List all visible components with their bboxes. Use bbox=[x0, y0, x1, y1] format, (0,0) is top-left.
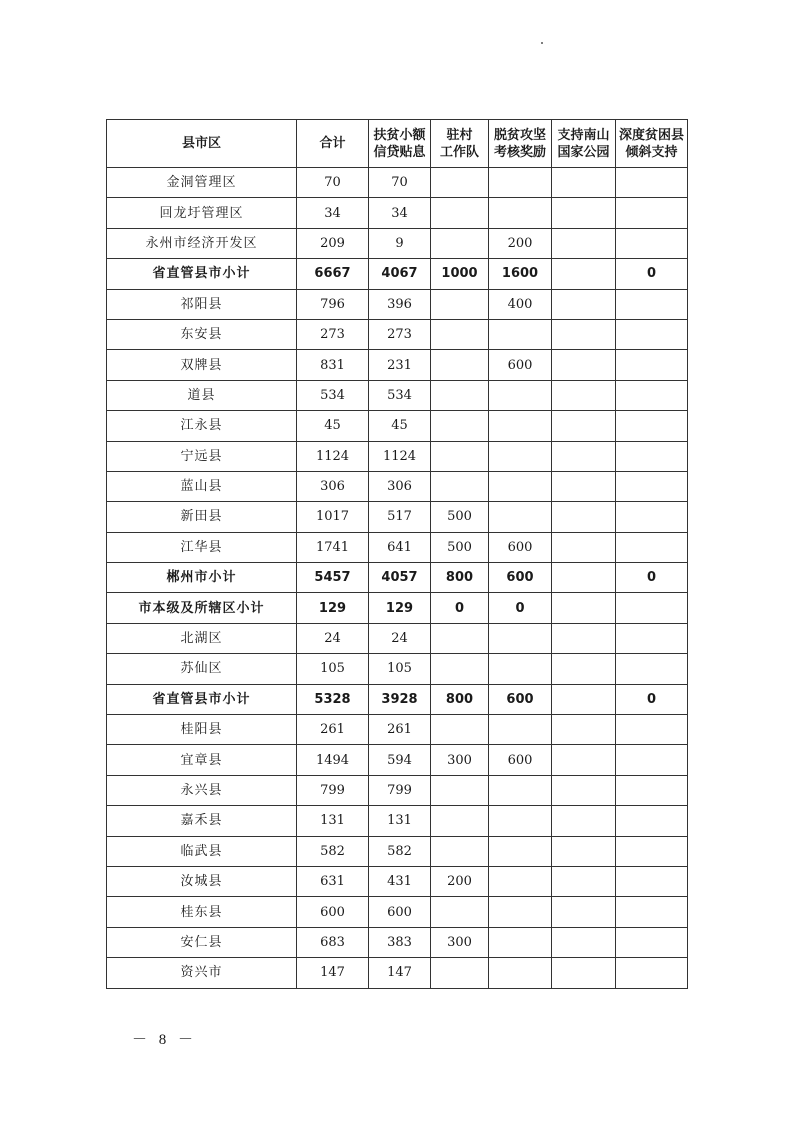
cell-nanshan-park bbox=[552, 775, 616, 805]
cell-loan-subsidy: 517 bbox=[369, 502, 431, 532]
cell-loan-subsidy: 594 bbox=[369, 745, 431, 775]
cell-nanshan-park bbox=[552, 927, 616, 957]
funding-table bbox=[106, 119, 688, 989]
cell-village-team: 800 bbox=[431, 684, 489, 714]
header-loan-subsidy-line1: 扶贫小额 bbox=[373, 127, 426, 143]
cell-region: 汝城县 bbox=[107, 866, 297, 896]
cell-assessment-award bbox=[489, 441, 552, 471]
cell-nanshan-park bbox=[552, 350, 616, 380]
cell-total: 1494 bbox=[297, 745, 369, 775]
cell-deep-poverty bbox=[616, 623, 688, 653]
cell-deep-poverty bbox=[616, 168, 688, 198]
cell-total: 147 bbox=[297, 958, 369, 988]
cell-region: 道县 bbox=[107, 380, 297, 410]
cell-total: 582 bbox=[297, 836, 369, 866]
cell-loan-subsidy: 273 bbox=[369, 319, 431, 349]
cell-total: 209 bbox=[297, 228, 369, 258]
cell-region: 资兴市 bbox=[107, 958, 297, 988]
cell-region: 桂东县 bbox=[107, 897, 297, 927]
header-nanshan-park bbox=[552, 120, 616, 168]
cell-village-team bbox=[431, 289, 489, 319]
cell-assessment-award bbox=[489, 168, 552, 198]
cell-region: 江永县 bbox=[107, 411, 297, 441]
cell-loan-subsidy: 45 bbox=[369, 411, 431, 441]
cell-total: 273 bbox=[297, 319, 369, 349]
cell-deep-poverty bbox=[616, 593, 688, 623]
cell-assessment-award bbox=[489, 806, 552, 836]
header-deep-poverty bbox=[616, 120, 688, 168]
cell-loan-subsidy: 231 bbox=[369, 350, 431, 380]
table-row bbox=[107, 654, 688, 684]
cell-region: 嘉禾县 bbox=[107, 806, 297, 836]
cell-total: 799 bbox=[297, 775, 369, 805]
cell-deep-poverty: 0 bbox=[616, 684, 688, 714]
cell-total: 261 bbox=[297, 715, 369, 745]
cell-region: 郴州市小计 bbox=[107, 563, 297, 593]
cell-nanshan-park bbox=[552, 198, 616, 228]
cell-loan-subsidy: 129 bbox=[369, 593, 431, 623]
cell-deep-poverty bbox=[616, 958, 688, 988]
cell-assessment-award bbox=[489, 623, 552, 653]
cell-region: 蓝山县 bbox=[107, 471, 297, 501]
cell-deep-poverty: 0 bbox=[616, 259, 688, 289]
cell-assessment-award bbox=[489, 958, 552, 988]
table-row bbox=[107, 958, 688, 988]
cell-village-team bbox=[431, 441, 489, 471]
cell-loan-subsidy: 4067 bbox=[369, 259, 431, 289]
cell-village-team: 0 bbox=[431, 593, 489, 623]
cell-loan-subsidy: 396 bbox=[369, 289, 431, 319]
cell-village-team bbox=[431, 897, 489, 927]
cell-deep-poverty bbox=[616, 198, 688, 228]
cell-total: 131 bbox=[297, 806, 369, 836]
cell-region: 宜章县 bbox=[107, 745, 297, 775]
cell-loan-subsidy: 147 bbox=[369, 958, 431, 988]
header-nanshan-park-line2: 国家公园 bbox=[557, 144, 610, 160]
cell-loan-subsidy: 383 bbox=[369, 927, 431, 957]
cell-village-team bbox=[431, 836, 489, 866]
cell-nanshan-park bbox=[552, 836, 616, 866]
cell-assessment-award bbox=[489, 836, 552, 866]
table-row bbox=[107, 411, 688, 441]
cell-region: 北湖区 bbox=[107, 623, 297, 653]
cell-village-team bbox=[431, 654, 489, 684]
table-row bbox=[107, 745, 688, 775]
cell-region: 省直管县市小计 bbox=[107, 259, 297, 289]
cell-total: 796 bbox=[297, 289, 369, 319]
cell-assessment-award: 600 bbox=[489, 532, 552, 562]
cell-assessment-award: 400 bbox=[489, 289, 552, 319]
cell-total: 1017 bbox=[297, 502, 369, 532]
cell-assessment-award bbox=[489, 866, 552, 896]
cell-total: 631 bbox=[297, 866, 369, 896]
header-loan-subsidy-line2: 信贷贴息 bbox=[373, 144, 426, 160]
table-row bbox=[107, 866, 688, 896]
cell-nanshan-park bbox=[552, 259, 616, 289]
header-loan-subsidy bbox=[369, 120, 431, 168]
header-deep-poverty-line2: 倾斜支持 bbox=[625, 144, 678, 160]
cell-nanshan-park bbox=[552, 866, 616, 896]
cell-total: 1741 bbox=[297, 532, 369, 562]
cell-deep-poverty bbox=[616, 228, 688, 258]
cell-region: 东安县 bbox=[107, 319, 297, 349]
cell-region: 永兴县 bbox=[107, 775, 297, 805]
header-assessment-award-line1: 脱贫攻坚 bbox=[493, 127, 546, 143]
cell-region: 市本级及所辖区小计 bbox=[107, 593, 297, 623]
cell-loan-subsidy: 1124 bbox=[369, 441, 431, 471]
header-village-team-line2: 工作队 bbox=[439, 144, 479, 160]
cell-deep-poverty bbox=[616, 380, 688, 410]
cell-village-team bbox=[431, 380, 489, 410]
cell-loan-subsidy: 431 bbox=[369, 866, 431, 896]
cell-region: 金洞管理区 bbox=[107, 168, 297, 198]
header-region: 县市区 bbox=[107, 120, 297, 168]
cell-nanshan-park bbox=[552, 502, 616, 532]
header-deep-poverty-line1: 深度贫困县 bbox=[618, 127, 684, 143]
subtotal-row bbox=[107, 563, 688, 593]
cell-region: 省直管县市小计 bbox=[107, 684, 297, 714]
cell-total: 1124 bbox=[297, 441, 369, 471]
cell-village-team: 300 bbox=[431, 927, 489, 957]
cell-nanshan-park bbox=[552, 958, 616, 988]
table-row bbox=[107, 350, 688, 380]
cell-total: 683 bbox=[297, 927, 369, 957]
cell-assessment-award: 200 bbox=[489, 228, 552, 258]
table-row bbox=[107, 927, 688, 957]
cell-deep-poverty: 0 bbox=[616, 563, 688, 593]
cell-village-team bbox=[431, 958, 489, 988]
header-row bbox=[107, 120, 688, 168]
cell-deep-poverty bbox=[616, 532, 688, 562]
cell-loan-subsidy: 3928 bbox=[369, 684, 431, 714]
cell-assessment-award bbox=[489, 502, 552, 532]
table-row bbox=[107, 775, 688, 805]
cell-total: 600 bbox=[297, 897, 369, 927]
cell-total: 5328 bbox=[297, 684, 369, 714]
cell-deep-poverty bbox=[616, 806, 688, 836]
cell-deep-poverty bbox=[616, 775, 688, 805]
table-row bbox=[107, 836, 688, 866]
cell-total: 24 bbox=[297, 623, 369, 653]
table-row bbox=[107, 319, 688, 349]
cell-deep-poverty bbox=[616, 745, 688, 775]
cell-loan-subsidy: 131 bbox=[369, 806, 431, 836]
cell-total: 129 bbox=[297, 593, 369, 623]
cell-deep-poverty bbox=[616, 927, 688, 957]
cell-region: 祁阳县 bbox=[107, 289, 297, 319]
cell-loan-subsidy: 600 bbox=[369, 897, 431, 927]
cell-nanshan-park bbox=[552, 471, 616, 501]
cell-nanshan-park bbox=[552, 441, 616, 471]
cell-village-team bbox=[431, 623, 489, 653]
cell-village-team bbox=[431, 350, 489, 380]
cell-region: 安仁县 bbox=[107, 927, 297, 957]
cell-nanshan-park bbox=[552, 623, 616, 653]
cell-loan-subsidy: 24 bbox=[369, 623, 431, 653]
cell-region: 苏仙区 bbox=[107, 654, 297, 684]
cell-nanshan-park bbox=[552, 563, 616, 593]
page-number: － 8 － bbox=[132, 1032, 198, 1048]
cell-total: 5457 bbox=[297, 563, 369, 593]
table-row bbox=[107, 168, 688, 198]
cell-deep-poverty bbox=[616, 502, 688, 532]
cell-village-team bbox=[431, 471, 489, 501]
subtotal-row bbox=[107, 259, 688, 289]
header-village-team-line1: 驻村 bbox=[446, 127, 473, 143]
cell-assessment-award: 600 bbox=[489, 684, 552, 714]
cell-region: 双牌县 bbox=[107, 350, 297, 380]
cell-village-team bbox=[431, 228, 489, 258]
cell-nanshan-park bbox=[552, 380, 616, 410]
cell-village-team: 800 bbox=[431, 563, 489, 593]
cell-deep-poverty bbox=[616, 441, 688, 471]
table-row bbox=[107, 471, 688, 501]
cell-village-team: 500 bbox=[431, 532, 489, 562]
table-row bbox=[107, 441, 688, 471]
cell-assessment-award: 1600 bbox=[489, 259, 552, 289]
cell-total: 34 bbox=[297, 198, 369, 228]
cell-loan-subsidy: 534 bbox=[369, 380, 431, 410]
cell-region: 永州市经济开发区 bbox=[107, 228, 297, 258]
cell-loan-subsidy: 306 bbox=[369, 471, 431, 501]
cell-nanshan-park bbox=[552, 168, 616, 198]
cell-assessment-award bbox=[489, 319, 552, 349]
cell-assessment-award bbox=[489, 927, 552, 957]
cell-assessment-award bbox=[489, 715, 552, 745]
cell-region: 回龙圩管理区 bbox=[107, 198, 297, 228]
subtotal-row bbox=[107, 593, 688, 623]
cell-assessment-award: 600 bbox=[489, 350, 552, 380]
cell-deep-poverty bbox=[616, 836, 688, 866]
cell-nanshan-park bbox=[552, 319, 616, 349]
cell-region: 桂阳县 bbox=[107, 715, 297, 745]
cell-deep-poverty bbox=[616, 350, 688, 380]
cell-assessment-award bbox=[489, 775, 552, 805]
cell-region: 新田县 bbox=[107, 502, 297, 532]
subtotal-row bbox=[107, 684, 688, 714]
cell-deep-poverty bbox=[616, 866, 688, 896]
cell-assessment-award bbox=[489, 471, 552, 501]
cell-village-team: 200 bbox=[431, 866, 489, 896]
cell-nanshan-park bbox=[552, 806, 616, 836]
cell-deep-poverty bbox=[616, 471, 688, 501]
cell-deep-poverty bbox=[616, 897, 688, 927]
cell-nanshan-park bbox=[552, 684, 616, 714]
cell-village-team bbox=[431, 198, 489, 228]
cell-region: 宁远县 bbox=[107, 441, 297, 471]
cell-loan-subsidy: 799 bbox=[369, 775, 431, 805]
cell-assessment-award: 600 bbox=[489, 745, 552, 775]
cell-nanshan-park bbox=[552, 715, 616, 745]
cell-loan-subsidy: 261 bbox=[369, 715, 431, 745]
table-row bbox=[107, 623, 688, 653]
cell-village-team: 300 bbox=[431, 745, 489, 775]
cell-total: 105 bbox=[297, 654, 369, 684]
cell-deep-poverty bbox=[616, 654, 688, 684]
table-row bbox=[107, 715, 688, 745]
cell-region: 江华县 bbox=[107, 532, 297, 562]
cell-assessment-award bbox=[489, 380, 552, 410]
cell-nanshan-park bbox=[552, 289, 616, 319]
cell-nanshan-park bbox=[552, 745, 616, 775]
cell-nanshan-park bbox=[552, 411, 616, 441]
header-assessment-award-line2: 考核奖励 bbox=[493, 144, 546, 160]
cell-total: 70 bbox=[297, 168, 369, 198]
scan-speck bbox=[541, 42, 543, 44]
cell-nanshan-park bbox=[552, 228, 616, 258]
cell-village-team bbox=[431, 806, 489, 836]
cell-total: 306 bbox=[297, 471, 369, 501]
cell-loan-subsidy: 9 bbox=[369, 228, 431, 258]
table-body bbox=[107, 168, 688, 989]
cell-village-team bbox=[431, 411, 489, 441]
cell-deep-poverty bbox=[616, 319, 688, 349]
cell-loan-subsidy: 105 bbox=[369, 654, 431, 684]
cell-village-team bbox=[431, 168, 489, 198]
cell-nanshan-park bbox=[552, 654, 616, 684]
cell-deep-poverty bbox=[616, 411, 688, 441]
table-row bbox=[107, 897, 688, 927]
table-row bbox=[107, 289, 688, 319]
cell-assessment-award: 600 bbox=[489, 563, 552, 593]
cell-loan-subsidy: 641 bbox=[369, 532, 431, 562]
cell-nanshan-park bbox=[552, 897, 616, 927]
cell-assessment-award bbox=[489, 198, 552, 228]
header-village-team bbox=[431, 120, 489, 168]
table-row bbox=[107, 228, 688, 258]
header-nanshan-park-line1: 支持南山 bbox=[557, 127, 610, 143]
cell-assessment-award: 0 bbox=[489, 593, 552, 623]
cell-total: 45 bbox=[297, 411, 369, 441]
table-row bbox=[107, 532, 688, 562]
cell-loan-subsidy: 582 bbox=[369, 836, 431, 866]
cell-loan-subsidy: 70 bbox=[369, 168, 431, 198]
table-row bbox=[107, 198, 688, 228]
cell-village-team bbox=[431, 775, 489, 805]
cell-assessment-award bbox=[489, 654, 552, 684]
cell-assessment-award bbox=[489, 897, 552, 927]
cell-total: 6667 bbox=[297, 259, 369, 289]
cell-deep-poverty bbox=[616, 289, 688, 319]
table-row bbox=[107, 380, 688, 410]
header-assessment-award bbox=[489, 120, 552, 168]
cell-loan-subsidy: 34 bbox=[369, 198, 431, 228]
cell-region: 临武县 bbox=[107, 836, 297, 866]
cell-village-team bbox=[431, 319, 489, 349]
cell-loan-subsidy: 4057 bbox=[369, 563, 431, 593]
cell-assessment-award bbox=[489, 411, 552, 441]
cell-village-team bbox=[431, 715, 489, 745]
header-total: 合计 bbox=[297, 120, 369, 168]
table-row bbox=[107, 502, 688, 532]
cell-total: 831 bbox=[297, 350, 369, 380]
cell-total: 534 bbox=[297, 380, 369, 410]
table-row bbox=[107, 806, 688, 836]
cell-deep-poverty bbox=[616, 715, 688, 745]
table-header bbox=[107, 120, 688, 168]
cell-village-team: 1000 bbox=[431, 259, 489, 289]
cell-nanshan-park bbox=[552, 532, 616, 562]
cell-village-team: 500 bbox=[431, 502, 489, 532]
cell-nanshan-park bbox=[552, 593, 616, 623]
